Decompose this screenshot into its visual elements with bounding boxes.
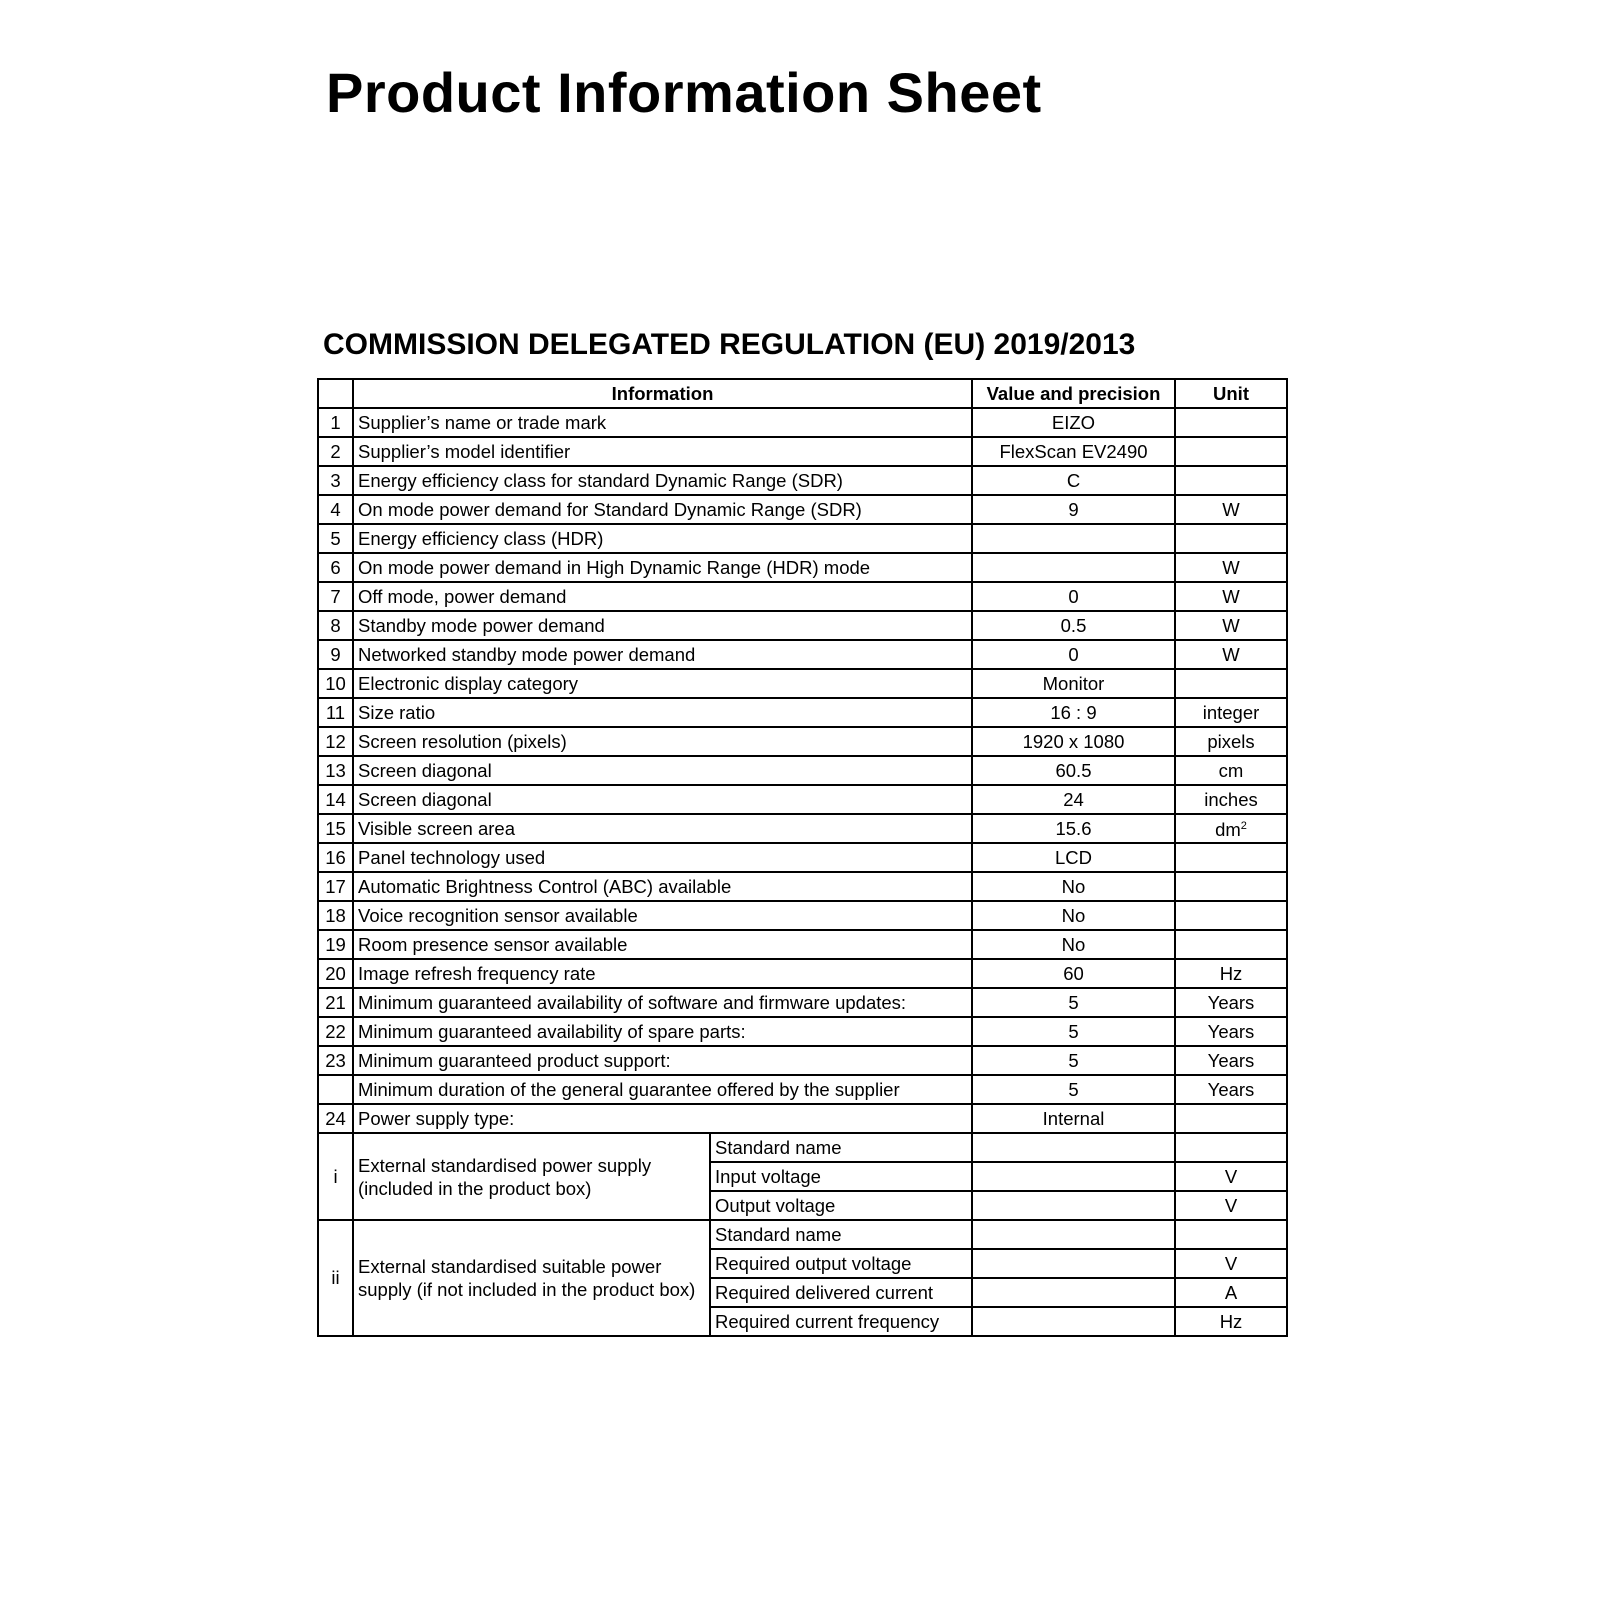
row-information: Standby mode power demand	[353, 611, 972, 640]
row-information: Screen diagonal	[353, 756, 972, 785]
table-row	[318, 814, 1287, 843]
row-value: 0	[972, 640, 1175, 669]
table-row	[318, 959, 1287, 988]
row-number	[318, 1075, 353, 1104]
row-information: Size ratio	[353, 698, 972, 727]
row-number: 12	[318, 727, 353, 756]
row-information: Visible screen area	[353, 814, 972, 843]
row-value	[972, 553, 1175, 582]
row-unit	[1175, 756, 1287, 785]
subrow-value	[972, 1249, 1175, 1278]
row-information: Voice recognition sensor available	[353, 901, 972, 930]
row-unit-text: inches	[1204, 788, 1258, 810]
row-information: Minimum guaranteed availability of spare parts:	[353, 1017, 972, 1046]
table-row	[318, 437, 1287, 466]
table-row	[318, 843, 1287, 872]
table-row	[318, 669, 1287, 698]
row-unit-text: Years	[1207, 991, 1255, 1013]
row-information: Electronic display category	[353, 669, 972, 698]
row-information: Image refresh frequency rate	[353, 959, 972, 988]
subrow-unit: V	[1175, 1191, 1287, 1220]
row-number: 19	[318, 930, 353, 959]
row-unit	[1175, 582, 1287, 611]
row-information: Screen diagonal	[353, 785, 972, 814]
row-unit	[1175, 408, 1287, 437]
group-number: i	[318, 1133, 353, 1220]
row-value: No	[972, 930, 1175, 959]
table-row	[318, 466, 1287, 495]
subrow-unit	[1175, 1220, 1287, 1249]
row-unit	[1175, 901, 1287, 930]
row-unit	[1175, 640, 1287, 669]
row-information: Minimum guaranteed product support:	[353, 1046, 972, 1075]
row-number: 3	[318, 466, 353, 495]
row-unit-text: Years	[1207, 1020, 1255, 1042]
row-unit-text: W	[1222, 585, 1240, 607]
table-row	[318, 785, 1287, 814]
row-unit	[1175, 611, 1287, 640]
row-information: On mode power demand for Standard Dynamic Range (SDR)	[353, 495, 972, 524]
row-unit	[1175, 1017, 1287, 1046]
row-information: Supplier’s model identifier	[353, 437, 972, 466]
row-information: Networked standby mode power demand	[353, 640, 972, 669]
table-body	[318, 408, 1287, 1336]
row-unit-text: W	[1222, 614, 1240, 636]
row-unit	[1175, 437, 1287, 466]
row-information: Automatic Brightness Control (ABC) available	[353, 872, 972, 901]
row-number: 11	[318, 698, 353, 727]
row-unit	[1175, 1104, 1287, 1133]
subrow-name: Required output voltage	[710, 1249, 972, 1278]
row-number: 8	[318, 611, 353, 640]
row-value: 5	[972, 1017, 1175, 1046]
subrow-unit: V	[1175, 1249, 1287, 1278]
row-value: Internal	[972, 1104, 1175, 1133]
table-row	[318, 901, 1287, 930]
table-row	[318, 756, 1287, 785]
row-value	[972, 524, 1175, 553]
row-unit-text: integer	[1202, 701, 1260, 723]
row-value: FlexScan EV2490	[972, 437, 1175, 466]
row-value: C	[972, 466, 1175, 495]
subrow-value	[972, 1307, 1175, 1336]
group-label: External standardised suitable power supply (if not included in the product box)	[353, 1220, 710, 1336]
row-value: 60.5	[972, 756, 1175, 785]
subrow-value	[972, 1278, 1175, 1307]
row-unit-text: Years	[1207, 1049, 1255, 1071]
row-number: 10	[318, 669, 353, 698]
row-information: Room presence sensor available	[353, 930, 972, 959]
subrow-name: Required current frequency	[710, 1307, 972, 1336]
subrow-name: Standard name	[710, 1133, 972, 1162]
row-unit-text: W	[1222, 643, 1240, 665]
row-number: 24	[318, 1104, 353, 1133]
row-information: Supplier’s name or trade mark	[353, 408, 972, 437]
row-value: 5	[972, 1075, 1175, 1104]
table-row	[318, 611, 1287, 640]
row-number: 1	[318, 408, 353, 437]
row-number: 14	[318, 785, 353, 814]
row-information: Minimum duration of the general guarantee offered by the supplier	[353, 1075, 972, 1104]
header-number	[318, 379, 353, 408]
subrow-name: Standard name	[710, 1220, 972, 1249]
row-number: 9	[318, 640, 353, 669]
row-number: 6	[318, 553, 353, 582]
table-row	[318, 1075, 1287, 1104]
row-unit	[1175, 843, 1287, 872]
row-number: 21	[318, 988, 353, 1017]
row-unit-text: dm	[1215, 819, 1241, 841]
table-row	[318, 1046, 1287, 1075]
row-number: 13	[318, 756, 353, 785]
row-information: Power supply type:	[353, 1104, 972, 1133]
row-value: 1920 x 1080	[972, 727, 1175, 756]
group-subrow	[318, 1133, 1287, 1162]
subrow-value	[972, 1220, 1175, 1249]
row-information: Energy efficiency class for standard Dynamic Range (SDR)	[353, 466, 972, 495]
table-row	[318, 524, 1287, 553]
table-row	[318, 582, 1287, 611]
row-unit-text: W	[1222, 498, 1240, 520]
subrow-unit: Hz	[1175, 1307, 1287, 1336]
table-row	[318, 553, 1287, 582]
row-value: 0	[972, 582, 1175, 611]
header-value: Value and precision	[972, 379, 1175, 408]
row-unit	[1175, 930, 1287, 959]
subrow-value	[972, 1133, 1175, 1162]
row-unit-superscript: 2	[1240, 820, 1247, 833]
row-unit	[1175, 524, 1287, 553]
row-unit	[1175, 872, 1287, 901]
row-unit	[1175, 727, 1287, 756]
row-number: 20	[318, 959, 353, 988]
row-value: 24	[972, 785, 1175, 814]
row-number: 23	[318, 1046, 353, 1075]
subrow-name: Required delivered current	[710, 1278, 972, 1307]
row-unit-text: Hz	[1219, 962, 1243, 984]
row-value: No	[972, 901, 1175, 930]
group-subrow	[318, 1220, 1287, 1249]
row-information: Off mode, power demand	[353, 582, 972, 611]
row-value: LCD	[972, 843, 1175, 872]
row-number: 18	[318, 901, 353, 930]
row-number: 5	[318, 524, 353, 553]
row-unit-text: cm	[1218, 759, 1244, 781]
row-number: 22	[318, 1017, 353, 1046]
row-number: 15	[318, 814, 353, 843]
row-number: 2	[318, 437, 353, 466]
row-unit	[1175, 495, 1287, 524]
table-row	[318, 1017, 1287, 1046]
row-unit-text: Years	[1207, 1078, 1255, 1100]
row-information: Energy efficiency class (HDR)	[353, 524, 972, 553]
subrow-value	[972, 1162, 1175, 1191]
row-value: No	[972, 872, 1175, 901]
row-unit	[1175, 814, 1287, 843]
row-value: 15.6	[972, 814, 1175, 843]
row-number: 4	[318, 495, 353, 524]
header-unit: Unit	[1175, 379, 1287, 408]
table-row	[318, 727, 1287, 756]
row-information: On mode power demand in High Dynamic Range (HDR) mode	[353, 553, 972, 582]
row-unit	[1175, 1075, 1287, 1104]
table-row	[318, 1104, 1287, 1133]
row-unit	[1175, 669, 1287, 698]
subrow-name: Output voltage	[710, 1191, 972, 1220]
row-information: Minimum guaranteed availability of software and firmware updates:	[353, 988, 972, 1017]
row-information: Panel technology used	[353, 843, 972, 872]
subrow-name: Input voltage	[710, 1162, 972, 1191]
row-value: 16 : 9	[972, 698, 1175, 727]
row-value: EIZO	[972, 408, 1175, 437]
row-unit	[1175, 785, 1287, 814]
page-title: Product Information Sheet	[326, 61, 1042, 124]
row-unit-text: pixels	[1207, 730, 1255, 752]
row-value: 60	[972, 959, 1175, 988]
regulation-heading: COMMISSION DELEGATED REGULATION (EU) 2019/2013	[323, 328, 1136, 361]
table-row	[318, 640, 1287, 669]
table-row	[318, 698, 1287, 727]
group-label: External standardised power supply (included in the product box)	[353, 1133, 710, 1220]
row-unit	[1175, 959, 1287, 988]
row-value: Monitor	[972, 669, 1175, 698]
subrow-unit: A	[1175, 1278, 1287, 1307]
product-info-table	[317, 378, 1288, 1337]
row-unit	[1175, 466, 1287, 495]
subrow-unit: V	[1175, 1162, 1287, 1191]
row-unit-text: W	[1222, 556, 1240, 578]
table-row	[318, 988, 1287, 1017]
group-number: ii	[318, 1220, 353, 1336]
row-unit	[1175, 1046, 1287, 1075]
row-value: 0.5	[972, 611, 1175, 640]
row-value: 5	[972, 988, 1175, 1017]
row-number: 17	[318, 872, 353, 901]
row-unit	[1175, 553, 1287, 582]
subrow-value	[972, 1191, 1175, 1220]
row-number: 16	[318, 843, 353, 872]
table-row	[318, 872, 1287, 901]
header-information: Information	[353, 379, 972, 408]
subrow-unit	[1175, 1133, 1287, 1162]
table-header-row	[318, 379, 1287, 408]
row-value: 5	[972, 1046, 1175, 1075]
row-value: 9	[972, 495, 1175, 524]
row-unit	[1175, 698, 1287, 727]
row-unit	[1175, 988, 1287, 1017]
table-row	[318, 495, 1287, 524]
table-row	[318, 930, 1287, 959]
row-information: Screen resolution (pixels)	[353, 727, 972, 756]
table-row	[318, 408, 1287, 437]
row-number: 7	[318, 582, 353, 611]
